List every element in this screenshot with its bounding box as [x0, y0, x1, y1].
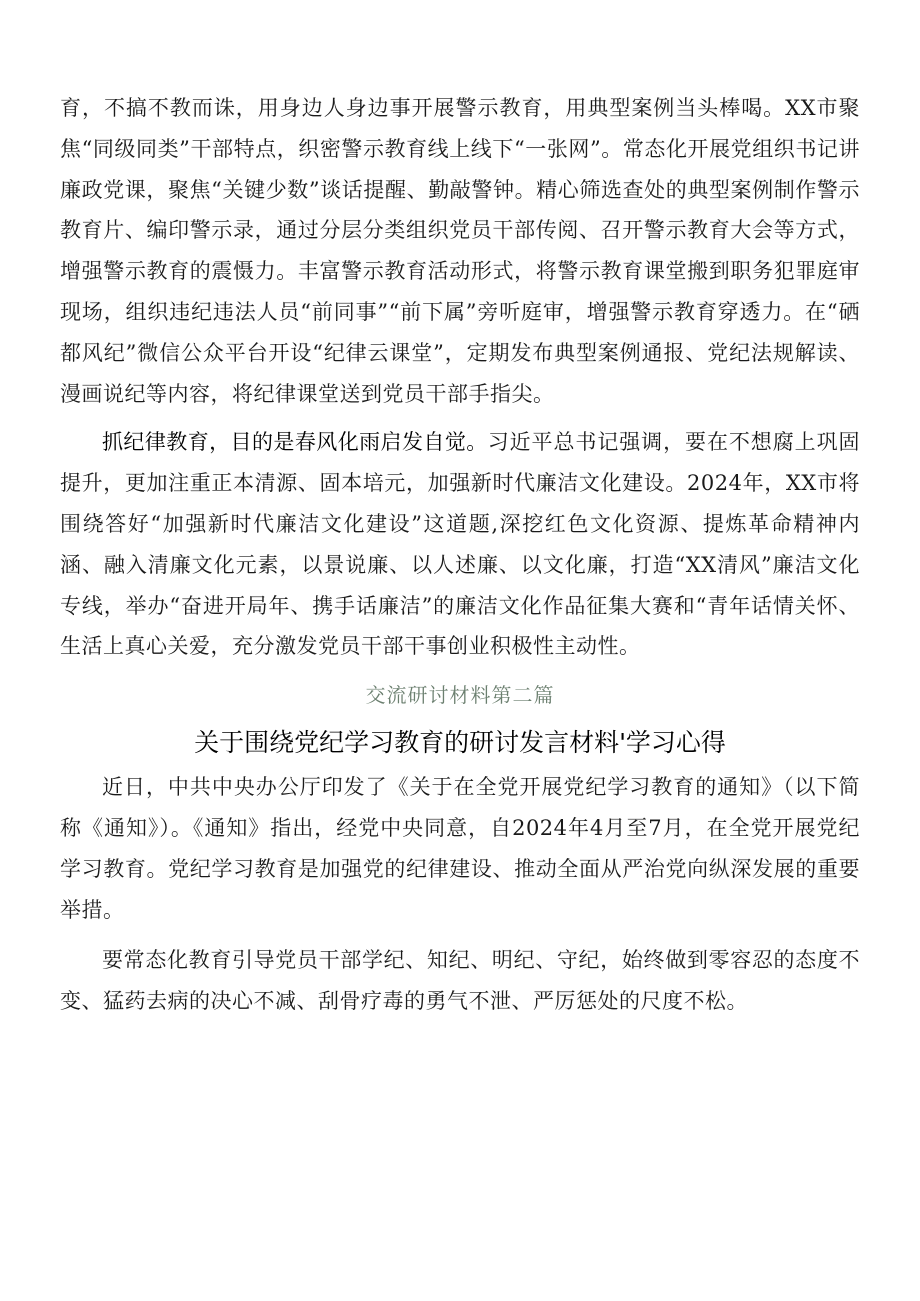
body-paragraph: 要常态化教育引导党员干部学纪、知纪、明纪、守纪，始终做到零容忍的态度不变、猛药去病的决心不减、刮骨疗毒的勇气不泄、严厉惩处的尺度不松。 — [60, 948, 860, 1014]
document-title: 关于围绕党纪学习教育的研讨发言材料'学习心得 — [194, 728, 726, 758]
body-paragraph: 育，不搞不教而诛，用身边人身边事开展警示教育，用典型案例当头棒喝。XX市聚焦“同级同类”干部特点，织密警示教育线上线下“一张网”。常态化开展党组织书记讲廉政党课，聚焦“关键少数”谈话提醒、勤敲警钟。精心筛选查处的典型案例制作警示教育片、编印警示录，通过分层分类组织党员干部传阅、召开警示教育大会等方式，增强警示教育的震慑力。丰富警示教育活动形式，将警示教育课堂搬到职务犯罪庭审现场，组织违纪违法人员“前同事”“前下属”旁听庭审，增强警示教育穿透力。在“硒都风纪”微信公众平台开设“纪律云课堂”，定期发布典型案例通报、党纪法规解读、漫画说纪等内容，将纪律课堂送到党员干部手指尖。 — [60, 96, 860, 406]
body-paragraph: 近日，中共中央办公厅印发了《关于在全党开展党纪学习教育的通知》（以下简称《通知》）。《通知》指出，经党中央同意，自2024年4月至7月，在全党开展党纪学习教育。党纪学习教育是加强党的纪律建设、推动全面从严治党向纵深发展的重要举措。 — [60, 775, 860, 922]
body-paragraph — [60, 422, 860, 667]
paragraph-lead-sentence: 抓纪律教育，目的是春风化雨启发自觉。 — [102, 430, 488, 455]
document-page — [60, 88, 860, 1022]
paragraph-body-text: 习近平总书记强调，要在不想腐上巩固提升，更加注重正本清源、固本培元，加强新时代廉洁文化建设。2024年，XX市将围绕答好“加强新时代廉洁文化建设”这道题,深挖红色文化资源、提炼革命精神内涵、融入清廉文化元素，以景说廉、以人述廉、以文化廉，打造“XX清风”廉洁文化专线，举办“奋进开局年、携手话廉洁”的廉洁文化作品征集大赛和“青年话情关怀、生活上真心关爱，充分激发党员干部干事创业积极性主动性。 — [60, 430, 861, 659]
section-label: 交流研讨材料第二篇 — [365, 683, 555, 708]
